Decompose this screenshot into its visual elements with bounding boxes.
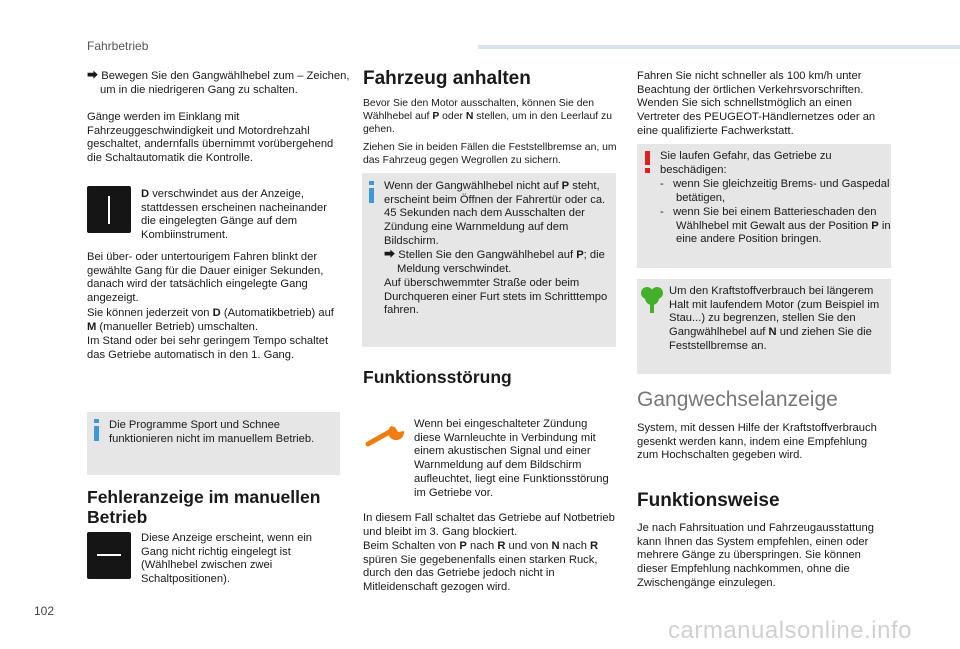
heading-operation: Funktionsweise [637, 490, 780, 511]
section-header: Fahrbetrieb [87, 39, 149, 53]
para-blink: Bei über- oder untertourigem Fahren blinkt der gewählte Gang für die Dauer einiger Sekunden, danach wird der tatsächlich eingelegte Gang angezeigt. [87, 251, 324, 305]
para-jolt: Beim Schalten von P nach R und von N nach R spüren Sie gegebenenfalls einen starken Ruck, durch den das Getriebe jedoch nicht in Mitleidenschaft gezogen wird. [363, 540, 599, 594]
info-warning-text: Wenn der Gangwählhebel nicht auf P steht, erscheint beim Öffnen der Fahrertür oder ca. 45 Sekunden nach dem Ausschalten der Zündung eine Warnmeldung auf dem Bildschirm. [384, 180, 606, 247]
info-box-programs [87, 412, 340, 475]
stop-intro: Bevor Sie den Motor ausschalten, können Sie den Wählhebel auf P oder N stellen, um in den Leerlauf zu gehen. [363, 98, 612, 135]
warning-item-1: - wenn Sie gleichzeitig Brems- und Gaspedal betätigen, [660, 178, 890, 204]
eco-text: Um den Kraftstoffverbrauch bei längerem Halt mit laufendem Motor (zum Beispiel im Stau...) zu begrenzen, stellen Sie den Gangwählhebel auf N und ziehen Sie die Feststellbremse an. [669, 285, 880, 352]
warning-exclamation-icon [643, 151, 653, 173]
para-speed-limit: Fahren Sie nicht schneller als 100 km/h unter Beachtung der örtlichen Verkehrsvorschriften. Wenden Sie sich schnellstmöglich an einen Vertreter des PEUGEOT-Händlernetzes oder an eine qualifizierte Fachwerkstatt. [637, 70, 876, 137]
bullet-downshift: ⮕ Bewegen Sie den Gangwählhebel zum – Zeichen, um in die niedrigeren Gang zu schalten. [87, 70, 350, 96]
stop-parking-brake: Ziehen Sie in beiden Fällen die Feststellbremse an, um das Fahrzeug gegen Wegrollen zu sichern. [363, 142, 617, 166]
info-icon [91, 419, 103, 441]
para-emergency-mode: In diesem Fall schaltet das Getriebe auf Notbetrieb und bleibt im 3. Gang blockiert. [363, 512, 615, 538]
malfunction-text: Wenn bei eingeschalteter Zündung diese Warnleuchte in Verbindung mit einem akustischen Signal und einer Warnmeldung auf dem Bildschirm aufleuchtet, liegt eine Funktionsstörung im Getriebe vor. [414, 418, 609, 499]
warning-intro: Sie laufen Gefahr, das Getriebe zu beschädigen: [660, 150, 832, 176]
info-box-warning-message [362, 173, 616, 347]
eco-box-fuel [637, 279, 891, 374]
info-programs-text: Die Programme Sport und Schnee funktionieren nicht im manuellem Betrieb. [109, 419, 315, 445]
info-bullet: ⮕ Stellen Sie den Gangwählhebel auf P; die Meldung verschwindet. [384, 249, 605, 275]
heading-gear-shift-indicator: Gangwechselanzeige [637, 388, 838, 411]
info-icon [366, 181, 378, 203]
para-switch: Sie können jederzeit von D (Automatikbetrieb) auf M (manueller Betrieb) umschalten. [87, 307, 334, 333]
warning-box-gearbox [637, 144, 891, 268]
para-system: System, mit dessen Hilfe der Kraftstoffverbrauch gesenkt werden kann, indem eine Empfehlung zum Hochschalten gegeben wird. [637, 422, 877, 462]
para-operation: Je nach Fahrsituation und Fahrzeugausstattung kann Ihnen das System empfehlen, einen oder mehrere Gänge zu überspringen. Sie können dieser Empfehlung nachkommen, ohne die Zwischengänge einzulegen. [637, 522, 874, 589]
page-number: 102 [34, 604, 55, 618]
fault-text: Diese Anzeige erscheint, wenn ein Gang nicht richtig eingelegt ist (Wählhebel zwischen zwei Schaltpositionen). [141, 532, 313, 586]
heading-malfunction: Funktionsstörung [363, 367, 512, 387]
arrow-bullet-icon: ⮕ [87, 70, 102, 82]
heading-stop-vehicle: Fahrzeug anhalten [363, 68, 531, 89]
watermark: carmanualsonline.info [668, 617, 912, 644]
eco-tree-icon [640, 284, 664, 314]
para-sync: Gänge werden im Einklang mit Fahrzeuggeschwindigkeit und Motordrehzahl geschaltet, andernfalls übernimmt vorübergehend die Schaltautomatik die Kontrolle. [87, 111, 334, 165]
arrow-bullet-icon: ⮕ [384, 249, 399, 261]
heading-fault-manual: Fehleranzeige im manuellen Betrieb [87, 487, 321, 527]
para-first-gear: Im Stand oder bei sehr geringem Tempo schaltet das Getriebe automatisch in den 1. Gang. [87, 335, 329, 361]
info-flood-text: Auf überschwemmter Straße oder beim Durchqueren einer Furt stets im Schritttempo fahren. [384, 277, 608, 317]
d-explanation: D verschwindet aus der Anzeige, stattdessen erscheinen nacheinander die eingelegten Gänge auf dem Kombiinstrument. [141, 188, 327, 242]
header-bar [478, 45, 960, 49]
gear-display-d-icon [87, 186, 131, 233]
gear-display-dash-icon [87, 532, 131, 579]
wrench-icon [365, 420, 409, 450]
warning-item-2: - wenn Sie bei einem Batterieschaden den Wählhebel mit Gewalt aus der Position P in eine andere Position bringen. [660, 206, 891, 246]
